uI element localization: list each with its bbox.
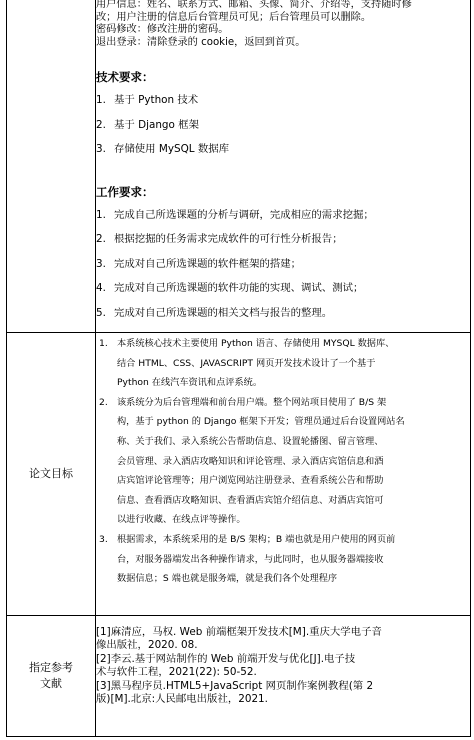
intro-line: 退出登录：清除登录的 cookie，返回到首页。 — [96, 36, 306, 48]
goals-label: 论文目标 — [7, 333, 96, 616]
work-item — [96, 227, 470, 252]
goal-line: 本系统核心技术主要使用 Python 语言、存储使用 MYSQL 数据库、 — [117, 338, 395, 349]
goals-row — [7, 333, 471, 616]
tech-item-text: 基于 Django 框架 — [114, 118, 199, 131]
goal-item — [96, 334, 470, 393]
goal-item-text — [117, 530, 470, 589]
goal-line: 以进行收藏、在线点评等操作。 — [117, 514, 246, 526]
goal-item-num: 2. — [99, 396, 108, 408]
requirements-row — [7, 0, 471, 333]
work-item — [96, 203, 470, 228]
references-label-line: 文献 — [40, 677, 62, 690]
goal-item — [96, 530, 470, 589]
reference-line: [3]黑马程序员.HTML5+JavaScript 网页制作案例教程(第 2 — [96, 679, 374, 692]
goal-line: 台，对服务器端发出各种操作请求，与此同时，也从服务器端接收 — [117, 553, 384, 565]
work-item-text: 完成自己所选课题的分析与调研，完成相应的需求挖掘； — [114, 208, 374, 221]
goals-list — [96, 334, 470, 589]
goal-line: 称、关于我们、录入系统公告帮助信息、设置轮播图、留言管理、 — [117, 435, 384, 447]
goal-line: 店宾馆评论管理等；用户浏览网站注册登录、查看系统公告和帮助 — [117, 475, 384, 487]
reference-line: 像出版社，2020. 08. — [96, 639, 198, 652]
goal-line: 结合 HTML、CSS、JAVASCRIPT 网页开发技术设计了一个基于 — [117, 357, 376, 369]
thesis-task-table — [6, 0, 471, 737]
goal-item-text — [117, 393, 470, 530]
tech-item-num: 1. — [96, 94, 106, 107]
references-label — [7, 616, 96, 737]
intro-line: 改；用户注册的信息后台管理员可见；后台管理员可以删除。 — [96, 11, 372, 23]
work-item-text: 完成对自己所选课题的软件功能的实现、调试、测试； — [114, 282, 364, 295]
goal-line: Python 在线汽车资讯和点评系统。 — [117, 377, 263, 389]
work-item-num: 4. — [96, 282, 106, 295]
requirements-label-cell — [7, 0, 96, 333]
work-item — [96, 252, 470, 277]
goal-item-num: 1. — [99, 338, 108, 349]
requirements-content — [96, 0, 471, 333]
goals-content — [96, 333, 471, 616]
goal-item-num: 3. — [99, 533, 108, 545]
tech-item — [96, 137, 470, 162]
goal-item-text — [117, 334, 470, 393]
goal-line: 信息、查看酒店攻略知识、查看酒店宾馆介绍信息、对酒店宾馆可 — [117, 494, 384, 506]
goal-line: 构，基于 python 的 Django 框架下开发；管理员通过后台设置网站名 — [117, 416, 405, 428]
tech-item-num: 2. — [96, 118, 106, 131]
intro-line: 密码修改：修改注册的密码。 — [96, 24, 229, 36]
work-title: 工作要求： — [96, 184, 154, 199]
tech-item — [96, 88, 470, 113]
tech-title: 技术要求： — [96, 70, 154, 85]
work-item — [96, 301, 470, 326]
work-list — [96, 203, 470, 326]
work-item-text: 完成对自己所选课题的软件框架的搭建； — [114, 257, 302, 270]
work-item-num: 1. — [96, 208, 106, 221]
goal-line: 根据需求，本系统采用的是 B/S 架构；B 端也就是用户使用的网页前 — [117, 533, 396, 545]
references-content — [96, 616, 471, 737]
work-item-num: 5. — [96, 306, 106, 319]
goal-line: 该系统分为后台管理端和前台用户端。整个网站项目使用了 B/S 架 — [117, 396, 387, 408]
goal-line: 会员管理、录入酒店攻略知识和评论管理、录入酒店宾馆信息和酒 — [117, 455, 384, 467]
work-item-text: 完成对自己所选课题的相关文档与报告的整理。 — [114, 306, 333, 319]
tech-item-text: 基于 Python 技术 — [114, 94, 199, 107]
intro-line: 用户信息：姓名、联系方式、邮箱、头像、简介、介绍等，支持随时修 — [96, 0, 412, 10]
tech-item-num: 3. — [96, 143, 106, 156]
reference-line: 术与软件工程，2021(22): 50-52. — [96, 666, 257, 679]
references-label-line: 指定参考 — [29, 661, 73, 674]
work-item-num: 2. — [96, 233, 106, 246]
work-item-text: 根据挖掘的任务需求完成软件的可行性分析报告； — [114, 233, 343, 246]
reference-line: 版)[M].北京:人民邮电出版社，2021. — [96, 693, 268, 706]
reference-line: [1]麻清应，马权. Web 前端框架开发技术[M].重庆大学电子音 — [96, 626, 382, 638]
work-item — [96, 276, 470, 301]
tech-item — [96, 113, 470, 138]
tech-list — [96, 88, 470, 162]
reference-line: [2]李云.基于网站制作的 Web 前端开发与优化[J].电子技 — [96, 652, 356, 665]
work-item-num: 3. — [96, 257, 106, 270]
goal-line: 数据信息；S 端也就是服务端，就是我们各个处理程序 — [117, 573, 338, 585]
tech-item-text: 存储使用 MySQL 数据库 — [114, 143, 230, 156]
goal-item — [96, 393, 470, 530]
intro-block — [96, 0, 470, 49]
references-row — [7, 616, 471, 737]
